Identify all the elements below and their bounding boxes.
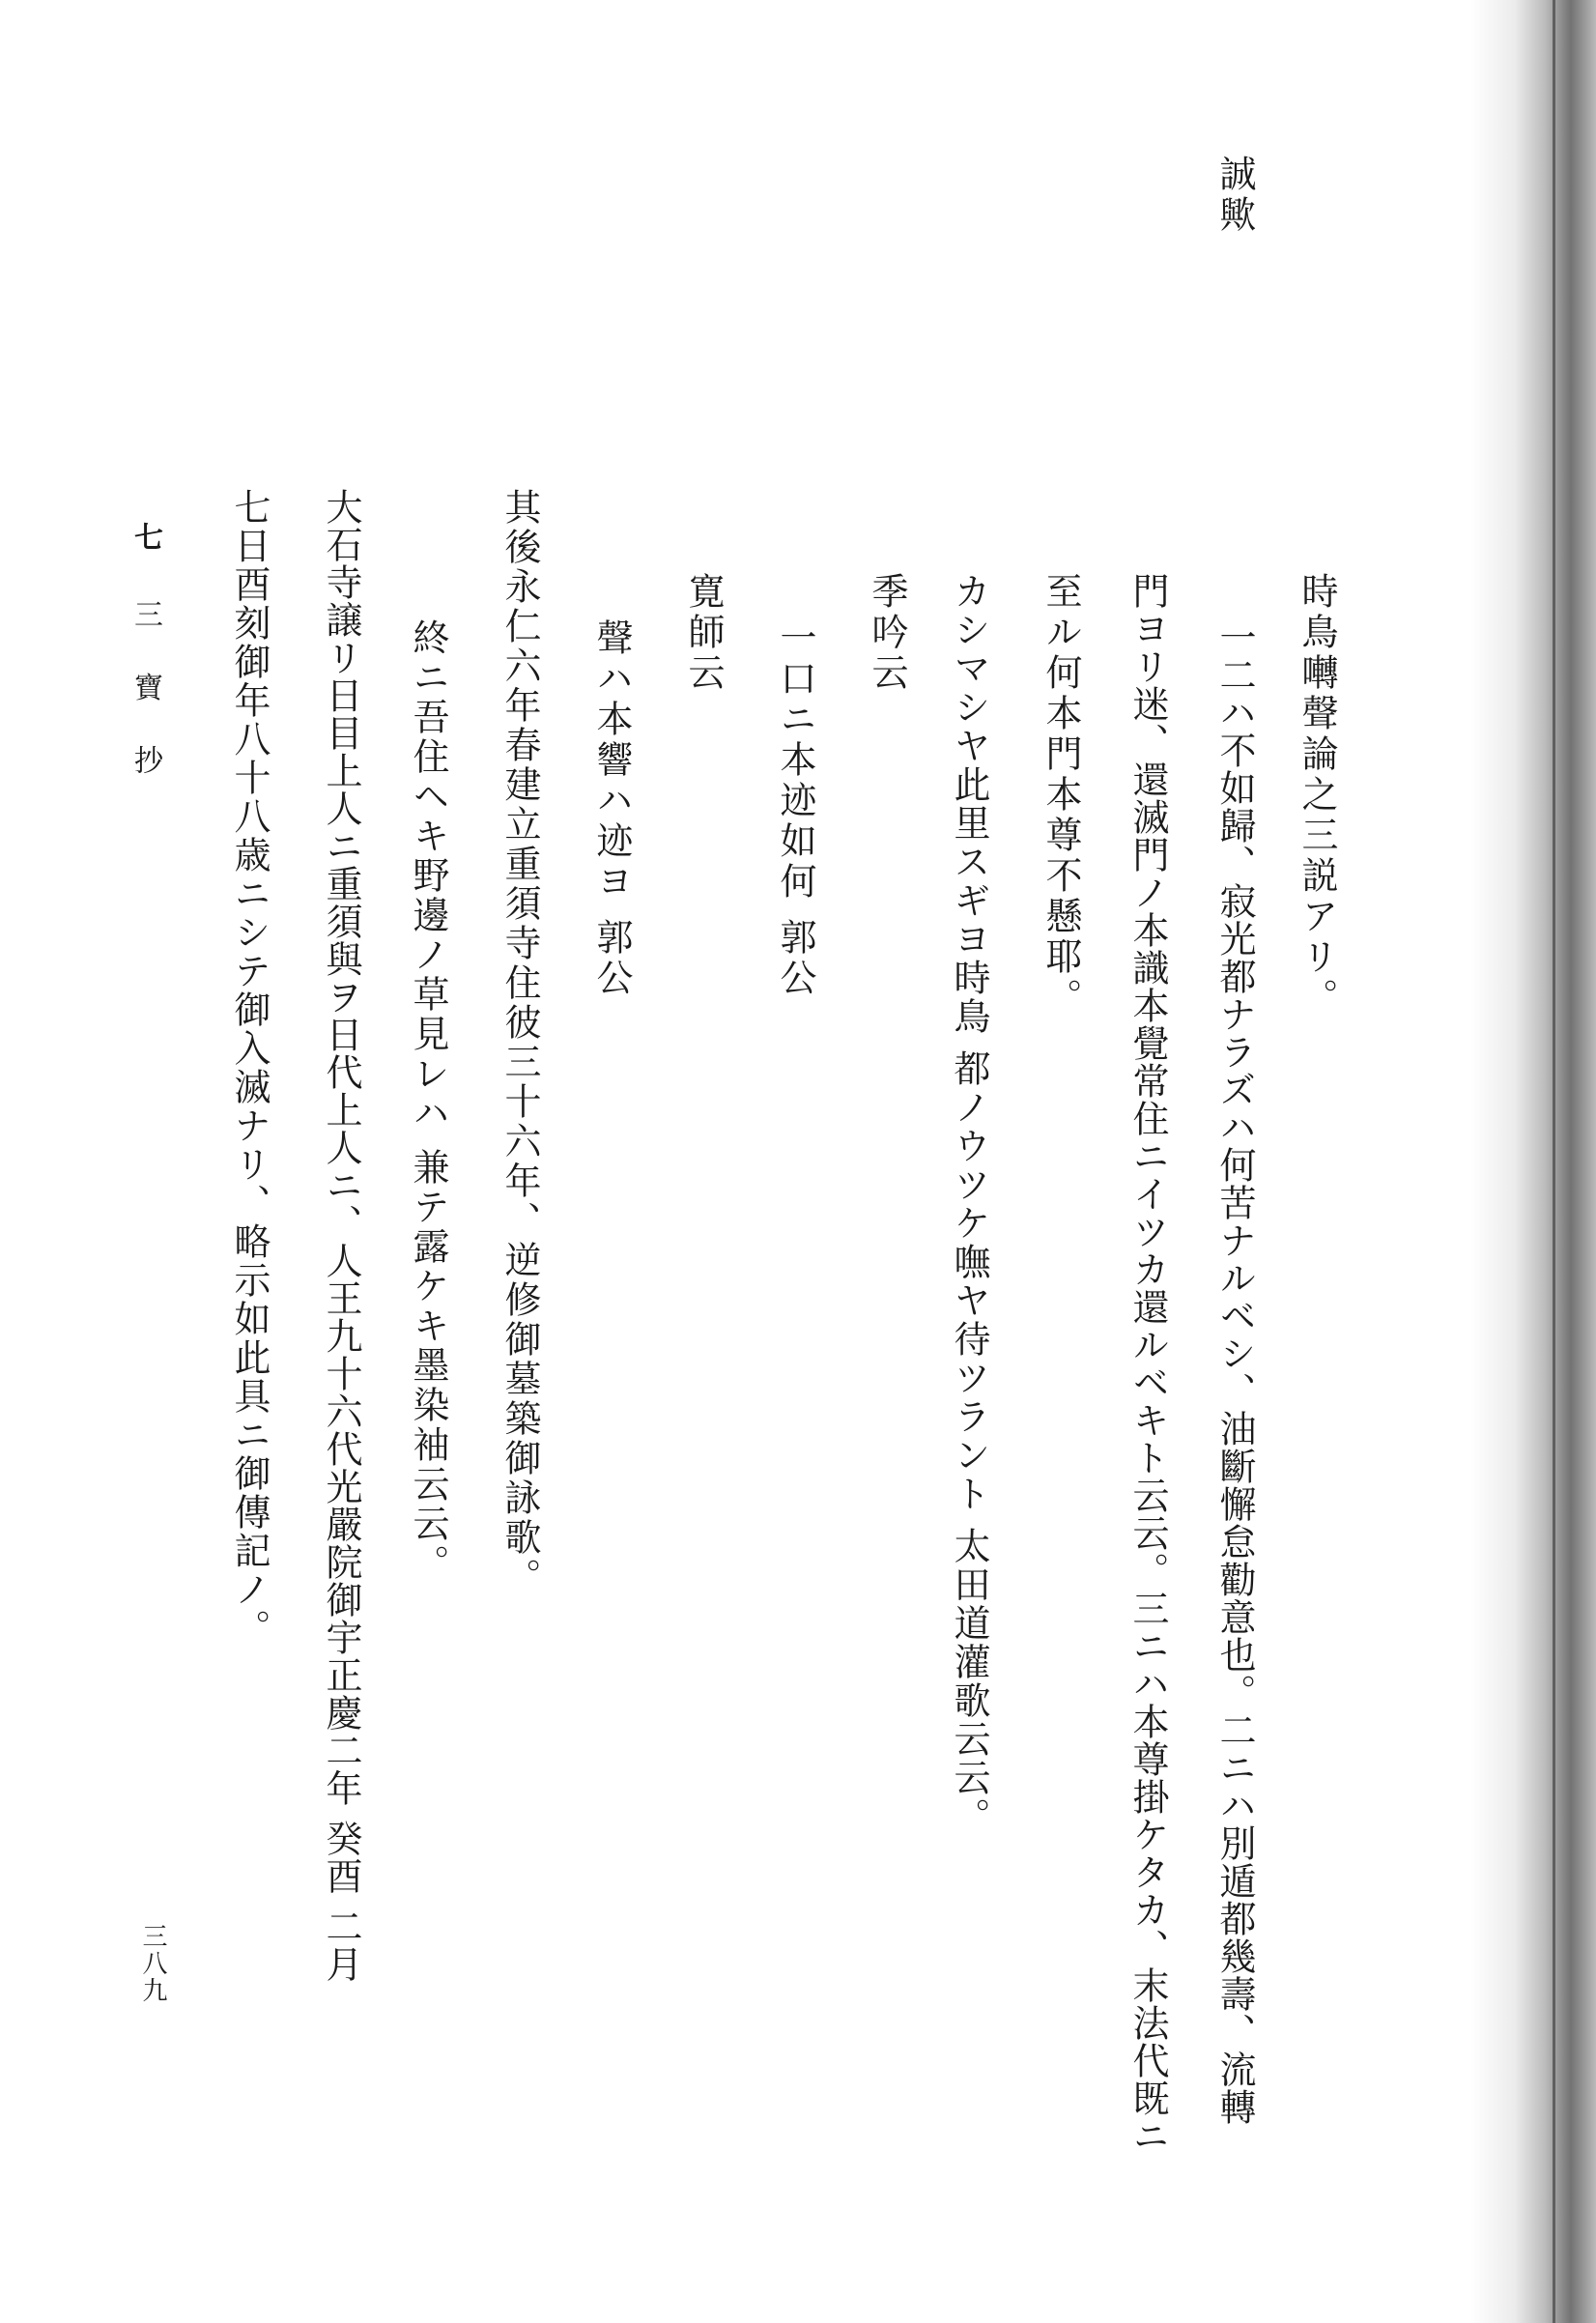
text-line-11: 其後永仁六年春建立重須寺住彼三十六年、逆修御墓築御詠歌。 <box>499 488 541 1597</box>
text-line-14: 七日酉刻御年八十八歳ニシテ御入滅ナリ、略示如此具ニ御傳記ノ。 <box>228 488 271 1648</box>
text-line-5: 至ル何本門本尊不懸耶。 <box>1040 572 1082 1018</box>
text-line-1: 誠歟 <box>1213 155 1256 236</box>
text-line-12: 終ニ吾住ヘキ野邊ノ草見レハ 兼テ露ケキ墨染袖云云。 <box>407 618 449 1585</box>
text-line-3: 一二ハ不如歸、寂光都ナラズハ何苦ナルベシ、油斷懈怠勸意也。二ニハ別遁都幾壽、流轉 <box>1213 618 1256 2126</box>
text-line-13: 大石寺譲リ日目上人ニ重須與ヲ日代上人ニ、人王九十六代光嚴院御宇正慶二年 癸酉 二月 <box>320 488 362 1984</box>
text-line-9: 寛師云 <box>682 572 725 694</box>
binding-gutter <box>1470 0 1596 2323</box>
text-line-4: 門ヨリ迷、還滅門ノ本識本覺常住ニイツカ還ルベキト云云。三ニハ本尊掛ケタカ、末法代既ニ <box>1126 572 1169 2155</box>
section-number: 七 <box>128 522 162 553</box>
text-line-10: 聲ハ本響ハ迹ヨ 郭公 <box>590 618 633 1000</box>
text-line-6: カシマシヤ此里スギヨ時鳥 都ノウツケ嘸ヤ待ツラント 太田道灌歌云云。 <box>948 572 990 1837</box>
book-title: 三 寶 抄 <box>128 599 162 792</box>
text-line-8: 一口ニ本迹如何 郭公 <box>774 618 816 1000</box>
page-number: 三八九 <box>138 1923 167 2004</box>
text-line-2: 時鳥囀聲論之三説アリ。 <box>1296 572 1338 1018</box>
text-line-7: 季吟云 <box>866 572 908 694</box>
binding-edge-line <box>1553 0 1555 2323</box>
